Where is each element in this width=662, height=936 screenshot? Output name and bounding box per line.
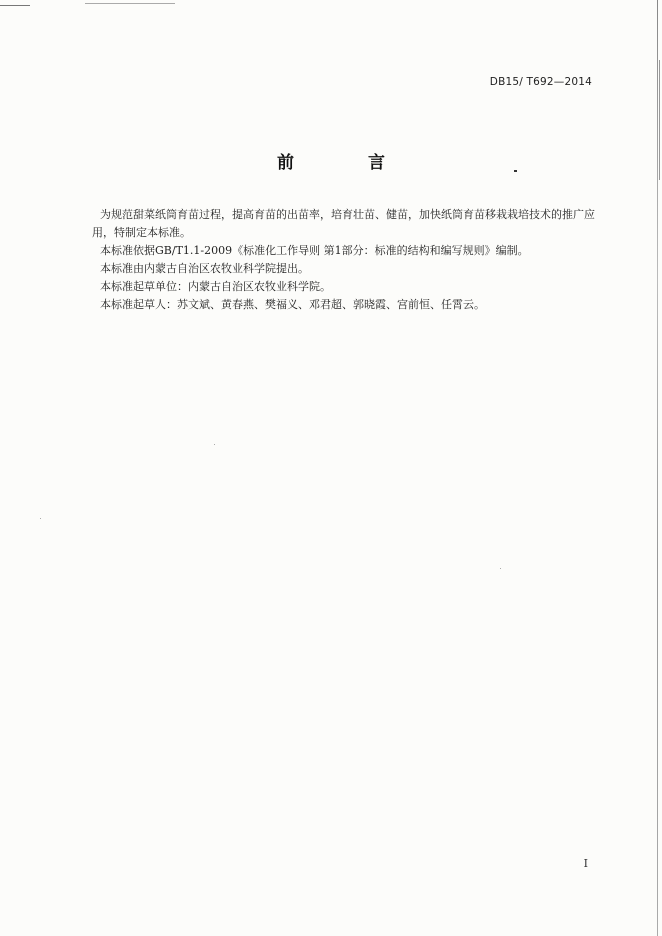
document-code: DB15/ T692—2014 [489, 76, 592, 88]
scan-artifact-line [85, 3, 175, 4]
scan-speck [40, 518, 41, 519]
scan-speck [514, 170, 517, 172]
scan-page-edge [657, 0, 658, 936]
paragraph-drafting-unit: 本标准起草单位：内蒙古自治区农牧业科学院。 [100, 280, 331, 293]
paragraph-drafters: 本标准起草人：苏文斌、黄春燕、樊福义、邓君超、郭晓霞、宫前恒、任霄云。 [100, 298, 485, 311]
body-text [92, 206, 602, 314]
scan-speck [500, 568, 501, 569]
page-number: I [583, 857, 588, 870]
scan-speck [214, 444, 215, 445]
paragraph-basis: 本标准依据GB/T1.1-2009《标准化工作导则 第1部分：标准的结构和编写规则》编制。 [100, 244, 529, 257]
paragraph-proposer: 本标准由内蒙古自治区农牧业科学院提出。 [100, 262, 309, 275]
scan-artifact-line [0, 5, 30, 6]
section-heading: 前 言 [277, 153, 419, 173]
paragraph-purpose: 为规范甜菜纸筒育苗过程，提高育苗的出苗率，培育壮苗、健苗，加快纸筒育苗移栽栽培技术的推广应用，特制定本标准。 [92, 208, 595, 239]
